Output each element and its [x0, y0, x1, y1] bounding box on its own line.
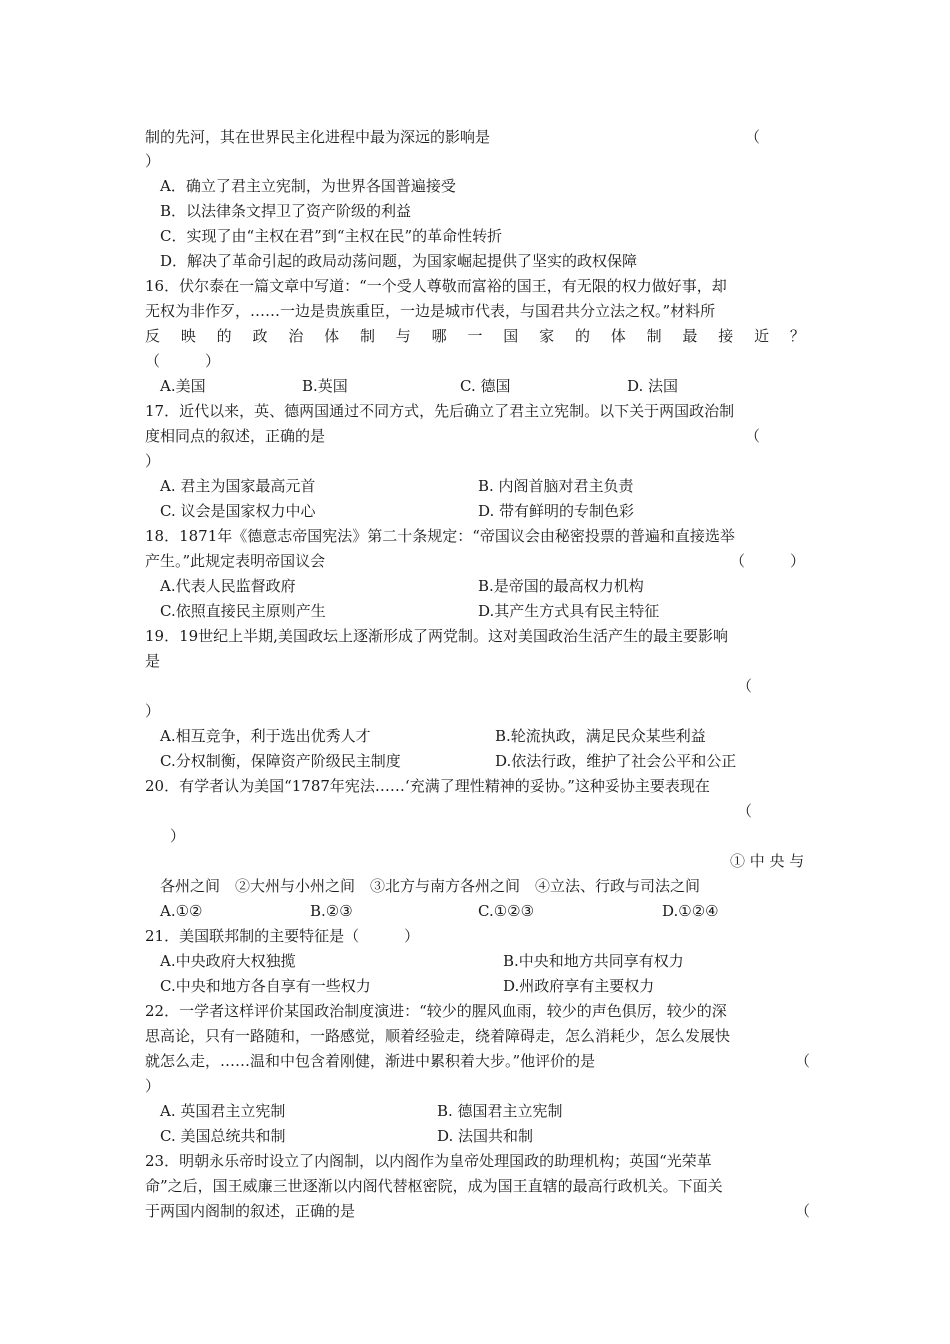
- q16-char: 国: [503, 327, 519, 345]
- q16-char: 反: [145, 327, 161, 345]
- q16-char: 政: [252, 327, 268, 345]
- q21-option-b: B.中央和地方共同享有权力: [503, 952, 684, 970]
- q21-stem: 21．美国联邦制的主要特征是（ ）: [145, 927, 420, 945]
- q16-option-d: D. 法国: [627, 377, 679, 395]
- q19-option-b: B.轮流执政，满足民众某些利益: [495, 727, 706, 745]
- q18-stem-line1: 18．1871年《德意志帝国宪法》第二十条规定：“帝国议会由秘密投票的普遍和直接选举: [145, 527, 735, 545]
- q16-char: 哪: [431, 327, 447, 345]
- q15-answer-paren-open: （: [745, 128, 761, 146]
- q16-stem-line3: [145, 326, 805, 346]
- q19-option-c: C.分权制衡，保障资产阶级民主制度: [160, 752, 401, 770]
- q18-option-c: C.依照直接民主原则产生: [160, 602, 326, 620]
- q17-answer-paren-close: ）: [145, 452, 161, 470]
- q15-option-d: D．解决了革命引起的政局动荡问题，为国家崛起提供了坚实的政权保障: [160, 252, 638, 270]
- q22-stem-line1: 22．一学者这样评价某国政治制度演进：“较少的腥风血雨，较少的声色俱厉，较少的深: [145, 1002, 727, 1020]
- q18-answer-paren: （ ）: [730, 552, 806, 570]
- q20-option-a: A.①②: [160, 902, 203, 920]
- q16-char: 制: [646, 327, 662, 345]
- q21-option-d: D.州政府享有主要权力: [503, 977, 655, 995]
- q16-char: 近: [754, 327, 770, 345]
- q17-answer-paren-open: （: [745, 427, 761, 445]
- q23-stem-line1: 23．明朝永乐帝时设立了内阁制，以内阁作为皇帝处理国政的助理机构；英国“光荣革: [145, 1152, 712, 1170]
- q19-option-d: D.依法行政，维护了社会公平和公正: [495, 752, 737, 770]
- q16-stem-line2: 无权为非作歹，……一边是贵族重臣，一边是城市代表，与国君共分立法之权。”材料所: [145, 302, 716, 320]
- q16-option-b: B.英国: [302, 377, 348, 395]
- q16-char: 体: [610, 327, 626, 345]
- q19-option-a: A.相互竞争，利于选出优秀人才: [160, 727, 371, 745]
- q15-stem-cont: 制的先河，其在世界民主化进程中最为深远的影响是: [145, 128, 491, 146]
- q20-option-c: C.①②③: [478, 902, 535, 920]
- q20-answer-paren-open: （: [737, 802, 753, 820]
- q16-char: 与: [395, 327, 411, 345]
- q16-char: 体: [324, 327, 340, 345]
- q16-answer-paren: （ ）: [145, 352, 221, 370]
- q17-option-d: D. 带有鲜明的专制色彩: [478, 502, 635, 520]
- q20-item1-start: ① 中 央 与: [730, 852, 805, 870]
- q17-option-a: A. 君主为国家最高元首: [160, 477, 316, 495]
- q16-char: 最: [682, 327, 698, 345]
- q23-stem-line3: 于两国内阁制的叙述，正确的是: [145, 1202, 356, 1220]
- q18-option-a: A.代表人民监督政府: [160, 577, 296, 595]
- q17-stem-line2: 度相同点的叙述，正确的是: [145, 427, 326, 445]
- q18-option-b: B.是帝国的最高权力机构: [478, 577, 644, 595]
- q22-answer-paren-close: ）: [145, 1077, 161, 1095]
- q20-stem-line1: 20．有学者认为美国“1787年宪法……‘充满了理性精神的妥协。”这种妥协主要表现在: [145, 777, 710, 795]
- q22-option-c: C. 美国总统共和制: [160, 1127, 286, 1145]
- q23-answer-paren-open: （: [795, 1202, 811, 1220]
- q22-answer-paren-open: （: [795, 1052, 811, 1070]
- q16-option-a: A.美国: [160, 377, 206, 395]
- q19-stem-line1: 19．19世纪上半期,美国政坛上逐渐形成了两党制。这对美国政治生活产生的最主要影响: [145, 627, 728, 645]
- q20-items-line: 各州之间 ②大州与小州之间 ③北方与南方各州之间 ④立法、行政与司法之间: [160, 877, 701, 895]
- q16-char: 制: [359, 327, 375, 345]
- q20-option-d: D.①②④: [662, 902, 719, 920]
- q15-option-c: C．实现了由“主权在君”到“主权在民”的革命性转折: [160, 227, 503, 245]
- q16-char: 接: [718, 327, 734, 345]
- q16-char: 映: [180, 327, 196, 345]
- q20-option-b: B.②③: [310, 902, 353, 920]
- q22-option-d: D. 法国共和制: [437, 1127, 534, 1145]
- q16-char: 的: [216, 327, 232, 345]
- q16-option-c: C. 德国: [460, 377, 511, 395]
- q16-char: 的: [574, 327, 590, 345]
- q16-char: ？: [789, 327, 805, 345]
- q22-stem-line2: 思高论，只有一路随和，一路感觉，顺着经验走，绕着障碍走，怎么消耗少，怎么发展快: [145, 1027, 731, 1045]
- q19-answer-paren-open: （: [737, 677, 753, 695]
- q16-char: 治: [288, 327, 304, 345]
- q16-char: 一: [467, 327, 483, 345]
- q22-option-b: B. 德国君主立宪制: [437, 1102, 563, 1120]
- q22-stem-line3: 就怎么走，……温和中包含着刚健，渐进中累积着大步。”他评价的是: [145, 1052, 596, 1070]
- q20-answer-paren-close: ）: [170, 827, 186, 845]
- q15-answer-paren-close: ）: [145, 152, 161, 170]
- q15-option-b: B．以法律条文捍卫了资产阶级的利益: [160, 202, 412, 220]
- q17-stem-line1: 17．近代以来，英、德两国通过不同方式，先后确立了君主立宪制。以下关于两国政治制: [145, 402, 735, 420]
- q16-stem-line1: 16．伏尔泰在一篇文章中写道：“一个受人尊敬而富裕的国王，有无限的权力做好事，却: [145, 277, 727, 295]
- q17-option-b: B. 内阁首脑对君主负责: [478, 477, 634, 495]
- q21-option-c: C.中央和地方各自享有一些权力: [160, 977, 371, 995]
- q18-option-d: D.其产生方式具有民主特征: [478, 602, 660, 620]
- q21-option-a: A.中央政府大权独揽: [160, 952, 296, 970]
- q22-option-a: A. 英国君主立宪制: [160, 1102, 286, 1120]
- q23-stem-line2: 命”之后，国王威廉三世逐渐以内阁代替枢密院，成为国王直辖的最高行政机关。下面关: [145, 1177, 723, 1195]
- q18-stem-line2: 产生。”此规定表明帝国议会: [145, 552, 326, 570]
- q16-char: 家: [539, 327, 555, 345]
- q17-option-c: C. 议会是国家权力中心: [160, 502, 316, 520]
- q15-option-a: A．确立了君主立宪制，为世界各国普遍接受: [160, 177, 456, 195]
- q19-stem-line2: 是: [145, 652, 161, 670]
- q19-answer-paren-close: ）: [145, 702, 161, 720]
